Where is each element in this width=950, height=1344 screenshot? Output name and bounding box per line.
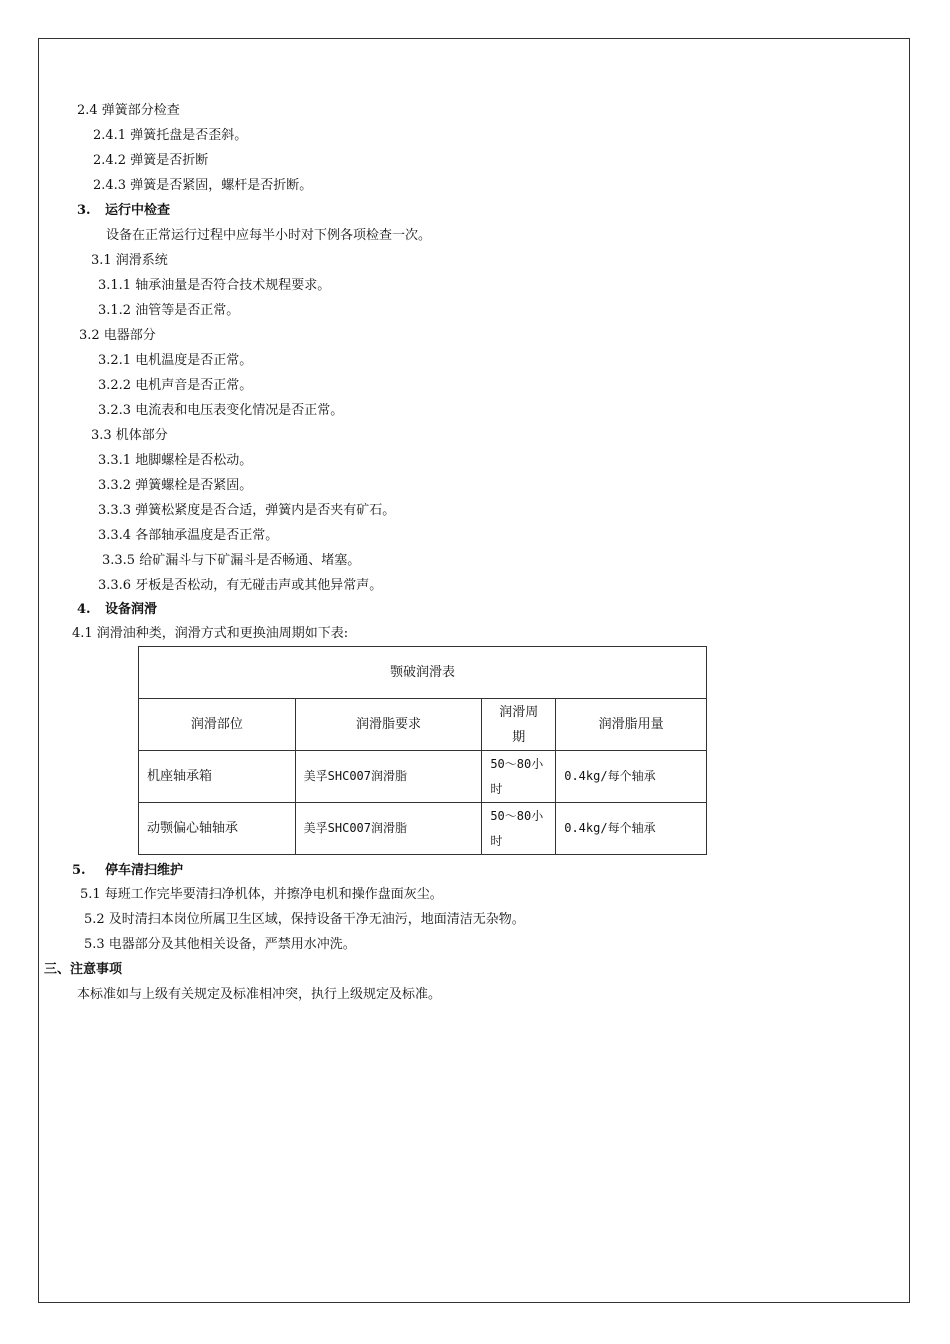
section-5-number: 5. <box>72 863 86 878</box>
table-caption-row <box>139 647 707 699</box>
item-3-3-5: 3.3.5 给矿漏斗与下矿漏斗是否畅通、堵塞。 <box>102 553 361 568</box>
lubrication-table <box>138 646 707 855</box>
item-5-2: 5.2 及时清扫本岗位所属卫生区域，保持设备干净无油污，地面清洁无杂物。 <box>84 912 525 927</box>
section-4-number: 4. <box>77 602 91 617</box>
item-2-4-2: 2.4.2 弹簧是否折断 <box>93 153 209 168</box>
item-5-3: 5.3 电器部分及其他相关设备，严禁用水冲洗。 <box>84 937 356 952</box>
header-amount: 润滑脂用量 <box>556 699 707 751</box>
cell-amount: 0.4kg/每个轴承 <box>556 751 707 803</box>
item-3-1-2: 3.1.2 油管等是否正常。 <box>98 303 240 318</box>
section-4-intro: 4.1 润滑油种类，润滑方式和更换油周期如下表: <box>72 626 349 641</box>
section-3-3-title: 3.3 机体部分 <box>91 428 168 443</box>
cell-period: 50～80小时 <box>482 751 556 803</box>
table-row <box>139 751 707 803</box>
item-3-3-6: 3.3.6 牙板是否松动，有无碰击声或其他异常声。 <box>98 578 383 593</box>
item-2-4-3: 2.4.3 弹簧是否紧固，螺杆是否折断。 <box>93 178 313 193</box>
item-3-2-2: 3.2.2 电机声音是否正常。 <box>98 378 253 393</box>
section-4-title: 设备润滑 <box>105 602 158 617</box>
cell-grease: 美孚SHC007润滑脂 <box>295 751 482 803</box>
item-3-2-3: 3.2.3 电流表和电压表变化情况是否正常。 <box>98 403 344 418</box>
table-header-row <box>139 699 707 751</box>
header-period: 润滑周期 <box>482 699 556 751</box>
item-2-4-1: 2.4.1 弹簧托盘是否歪斜。 <box>93 128 248 143</box>
section-3-intro: 设备在正常运行过程中应每半小时对下例各项检查一次。 <box>106 228 432 243</box>
cell-part: 机座轴承箱 <box>139 751 296 803</box>
cell-period: 50～80小时 <box>482 803 556 855</box>
header-part: 润滑部位 <box>139 699 296 751</box>
cell-part: 动颚偏心轴轴承 <box>139 803 296 855</box>
header-grease: 润滑脂要求 <box>295 699 482 751</box>
section-3-1-title: 3.1 润滑系统 <box>91 253 168 268</box>
item-3-3-2: 3.3.2 弹簧螺栓是否紧固。 <box>98 478 253 493</box>
item-3-1-1: 3.1.1 轴承油量是否符合技术规程要求。 <box>98 278 331 293</box>
cell-amount: 0.4kg/每个轴承 <box>556 803 707 855</box>
item-3-2-1: 3.2.1 电机温度是否正常。 <box>98 353 253 368</box>
notes-text: 本标准如与上级有关规定及标准相冲突，执行上级规定及标准。 <box>77 987 442 1002</box>
section-3-number: 3. <box>77 203 91 218</box>
section-3-2-title: 3.2 电器部分 <box>79 328 156 343</box>
section-5-title: 停车清扫维护 <box>105 863 184 878</box>
table-row <box>139 803 707 855</box>
section-5-heading <box>72 862 183 880</box>
item-3-3-1: 3.3.1 地脚螺栓是否松动。 <box>98 453 253 468</box>
section-3-heading <box>77 202 170 220</box>
section-4-heading <box>77 601 157 619</box>
section-3-title: 运行中检查 <box>105 203 171 218</box>
item-3-3-4: 3.3.4 各部轴承温度是否正常。 <box>98 528 279 543</box>
notes-title: 三、注意事项 <box>44 962 123 977</box>
cell-grease: 美孚SHC007润滑脂 <box>295 803 482 855</box>
table-caption: 颚破润滑表 <box>139 647 707 699</box>
section-2-4-title: 2.4 弹簧部分检查 <box>77 103 180 118</box>
item-5-1: 5.1 每班工作完毕要清扫净机体，并擦净电机和操作盘面灰尘。 <box>80 887 443 902</box>
item-3-3-3: 3.3.3 弹簧松紧度是否合适，弹簧内是否夹有矿石。 <box>98 503 396 518</box>
